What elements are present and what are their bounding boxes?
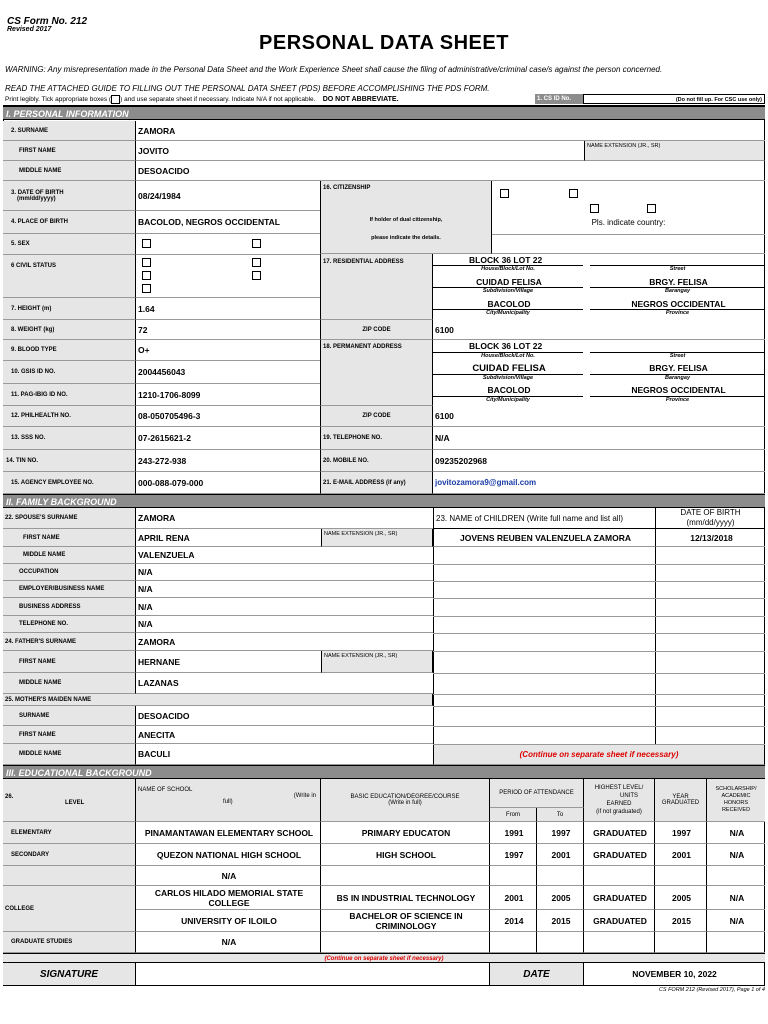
sss-value[interactable]: 07-2615621-2	[136, 427, 320, 450]
perm-subdivision-caption: Subdivision/Village	[433, 374, 583, 381]
residential-address-label: 17. RESIDENTIAL ADDRESS	[320, 254, 433, 320]
children-grid	[433, 547, 765, 744]
pagibig-label: 11. PAG-IBIG ID NO.	[3, 384, 136, 406]
family-continue-note: (Continue on separate sheet if necessary)	[433, 744, 765, 765]
first-name-value[interactable]: JOVITO	[136, 141, 584, 161]
edu-honors-secondary[interactable]: N/A	[707, 844, 765, 866]
child-dob-1[interactable]: 12/13/2018	[655, 529, 765, 547]
spouse-telephone-value[interactable]: N/A	[136, 616, 433, 633]
edu-from-college-1[interactable]: 2001	[490, 886, 537, 910]
edu-year-secondary[interactable]: 2001	[655, 844, 707, 866]
edu-highest-header-4: (if not graduated)	[596, 809, 642, 815]
sex-field	[136, 234, 320, 255]
perm-province-value[interactable]: NEGROS OCCIDENTAL	[631, 385, 726, 395]
edu-course-college-2[interactable]: BACHELOR OF SCIENCE IN CRIMINOLOGY	[321, 910, 490, 932]
mother-middle-label: MIDDLE NAME	[3, 744, 136, 765]
section-family-background: II. FAMILY BACKGROUND	[3, 494, 765, 508]
dob-label	[3, 181, 136, 211]
perm-zip-label: ZIP CODE	[320, 406, 433, 427]
name-extension-label: NAME EXTENSION (JR., SR)	[584, 141, 765, 161]
edu-honors-header-1: SCHOLARSHIP/	[715, 786, 757, 792]
single-checkbox[interactable]	[142, 258, 151, 267]
children-row-line	[433, 744, 765, 745]
edu-honors-graduate[interactable]	[707, 932, 765, 953]
perm-city-value[interactable]: BACOLOD	[487, 385, 531, 395]
father-middle-label: MIDDLE NAME	[3, 673, 136, 694]
dual-note-1: If holder of dual citizenship,	[369, 217, 443, 223]
form-revision: Revised 2017	[7, 26, 52, 33]
edu-year-college-1[interactable]: 2005	[655, 886, 707, 910]
employer-label: EMPLOYER/BUSINESS NAME	[3, 581, 136, 598]
edu-school-vocational[interactable]: N/A	[136, 866, 321, 886]
gsis-label: 10. GSIS ID NO.	[3, 361, 136, 384]
spouse-ext-label: NAME EXTENSION (JR., SR)	[321, 529, 433, 547]
edu-highest-vocational[interactable]	[584, 866, 655, 886]
civil-status-field	[136, 255, 320, 298]
tin-label: 14. TIN NO.	[3, 450, 136, 472]
edu-highest-secondary[interactable]: GRADUATED	[584, 844, 655, 866]
children-row-line	[433, 633, 765, 634]
email-value[interactable]: jovitozamora9@gmail.com	[433, 472, 765, 494]
edu-year-graduate[interactable]	[655, 932, 707, 953]
tick-sample-checkbox	[111, 95, 120, 104]
warning-text: WARNING: Any misrepresentation made in the Personal Data Sheet and the Work Experience Sheet shall cause the filing of administrative/criminal case/s against the person concerned.	[5, 65, 663, 74]
edu-honors-header-3: HONORS	[723, 800, 749, 806]
edu-course-header-1: BASIC EDUCATION/DEGREE/COURSE	[350, 794, 460, 800]
edu-highest-college-1[interactable]: GRADUATED	[584, 886, 655, 910]
edu-school-header-2: (Write in	[293, 793, 316, 799]
pob-value[interactable]: BACOLOD, NEGROS OCCIDENTAL	[136, 211, 320, 234]
spouse-telephone-label: TELEPHONE NO.	[3, 616, 136, 633]
edu-to-college-2[interactable]: 2015	[537, 910, 584, 932]
edu-level-secondary: SECONDARY	[3, 844, 136, 866]
gsis-value[interactable]: 2004456043	[136, 361, 320, 384]
edu-level-header	[3, 779, 136, 822]
children-grid-divider	[655, 547, 656, 744]
perm-street-caption: Street	[590, 352, 765, 359]
res-subdivision-value[interactable]: CUIDAD FELISA	[476, 276, 542, 287]
father-middle-value[interactable]: LAZANAS	[136, 673, 433, 694]
surname-value[interactable]: ZAMORA	[136, 121, 765, 141]
edu-level-vocational	[3, 866, 136, 886]
signature-label: SIGNATURE	[3, 963, 136, 985]
edu-from-college-2[interactable]: 2014	[490, 910, 537, 932]
edu-school-header-1: NAME OF SCHOOL	[138, 787, 193, 793]
res-city-value[interactable]: BACOLOD	[487, 298, 531, 309]
children-row-line	[433, 726, 765, 727]
child-dob-header-2: (mm/dd/yyyy)	[686, 518, 735, 527]
edu-year-header-2: GRADUATED	[661, 800, 700, 806]
edu-honors-elementary[interactable]: N/A	[707, 822, 765, 844]
edu-from-elementary[interactable]: 1991	[490, 822, 537, 844]
by-naturalization-checkbox[interactable]	[647, 204, 656, 213]
spouse-surname-label: 22. SPOUSE'S SURNAME	[3, 508, 136, 529]
edu-to-graduate[interactable]	[537, 932, 584, 953]
edu-honors-header	[707, 779, 765, 822]
permanent-address-label: 18. PERMANENT ADDRESS	[320, 340, 433, 406]
edu-course-header-2: (Write in full)	[388, 800, 422, 806]
edu-highest-elementary[interactable]: GRADUATED	[584, 822, 655, 844]
weight-value[interactable]: 72	[136, 320, 320, 340]
res-barangay-caption: Barangay	[590, 287, 765, 294]
res-city-caption: City/Municipality	[433, 309, 583, 316]
sss-label: 13. SSS NO.	[3, 427, 136, 450]
print-instructions-b: ) and use separate sheet if necessary. Indicate N/A if not applicable.	[120, 96, 316, 104]
children-row-line	[433, 673, 765, 674]
edu-level-graduate: GRADUATE STUDIES	[3, 932, 136, 953]
perm-house-value[interactable]: BLOCK 36 LOT 22	[469, 341, 543, 351]
edu-honors-header-4: RECEIVED	[721, 807, 751, 813]
indicate-country: Pls. indicate country:	[591, 218, 666, 227]
by-birth-checkbox[interactable]	[590, 204, 599, 213]
mother-middle-value[interactable]: BACULI	[136, 744, 433, 765]
read-guide-text: READ THE ATTACHED GUIDE TO FILLING OUT THE PERSONAL DATA SHEET (PDS) BEFORE ACCOMPLISHING THE PDS FORM.	[5, 84, 490, 93]
surname-label: 2. SURNAME	[3, 121, 136, 141]
edu-level-header-text: LEVEL	[65, 800, 85, 806]
civil-status-label: 6 CIVIL STATUS	[3, 255, 136, 298]
edu-school-header-3: full)	[223, 799, 233, 805]
perm-subdivision-value[interactable]: CUIDAD FELISA	[472, 362, 546, 374]
edu-level-elementary: ELEMENTARY	[3, 822, 136, 844]
male-checkbox[interactable]	[142, 239, 151, 248]
mother-surname-value[interactable]: DESOACIDO	[136, 706, 433, 726]
csc-note: (Do not fill up. For CSC use only)	[583, 94, 765, 104]
perm-barangay-value[interactable]: BRGY. FELISA	[649, 363, 708, 373]
res-street-caption: Street	[590, 265, 765, 272]
section-educational-background: III. EDUCATIONAL BACKGROUND	[3, 765, 765, 779]
father-first-label: FIRST NAME	[3, 651, 136, 673]
cs-id-label: 1. CS ID No.	[535, 94, 583, 104]
father-first-value[interactable]: HERNANE	[136, 651, 321, 673]
res-house-value[interactable]: BLOCK 36 LOT 22	[469, 254, 543, 265]
father-surname-value[interactable]: ZAMORA	[136, 633, 433, 651]
mother-first-value[interactable]: ANECITA	[136, 726, 433, 744]
filipino-checkbox[interactable]	[500, 189, 509, 198]
form-reference: CS FORM 212 (Revised 2017), Page 1 of 4	[658, 987, 765, 993]
edu-period-header: PERIOD OF ATTENDANCE	[490, 779, 584, 808]
edu-course-college-1[interactable]: BS IN INDUSTRIAL TECHNOLOGY	[321, 886, 490, 910]
edu-course-graduate[interactable]	[321, 932, 490, 953]
edu-year-vocational[interactable]	[655, 866, 707, 886]
employer-value[interactable]: N/A	[136, 581, 433, 598]
mobile-value[interactable]: 09235202968	[433, 450, 765, 472]
pob-label: 4. PLACE OF BIRTH	[3, 211, 136, 234]
business-address-label: BUSINESS ADDRESS	[3, 598, 136, 616]
form-number: CS Form No. 212	[7, 16, 88, 27]
perm-house-caption: House/Block/Lot No.	[433, 352, 583, 359]
edu-level-college: COLLEGE	[3, 886, 136, 932]
edu-from-graduate[interactable]	[490, 932, 537, 953]
child-dob-header	[655, 508, 765, 529]
edu-from-header: From	[490, 808, 537, 822]
edu-from-secondary[interactable]: 1997	[490, 844, 537, 866]
middle-name-label: MIDDLE NAME	[3, 161, 136, 181]
edu-to-vocational[interactable]	[537, 866, 584, 886]
business-address-value[interactable]: N/A	[136, 598, 433, 616]
edu-continue-note: (Continue on separate sheet if necessary)	[3, 953, 765, 963]
spouse-middle-label: MIDDLE NAME	[3, 547, 136, 564]
blood-type-value[interactable]: O+	[136, 340, 320, 361]
mother-first-label: FIRST NAME	[3, 726, 136, 744]
sex-label: 5. SEX	[3, 234, 136, 255]
page-title: PERSONAL DATA SHEET	[259, 32, 509, 54]
dual-note-2: please indicate the details.	[371, 235, 441, 241]
perm-zip-value[interactable]: 6100	[433, 406, 765, 427]
edu-year-elementary[interactable]: 1997	[655, 822, 707, 844]
spouse-surname-value[interactable]: ZAMORA	[136, 508, 433, 529]
dob-label-text: 3. DATE OF BIRTH	[11, 189, 64, 196]
blood-type-label: 9. BLOOD TYPE	[3, 340, 136, 361]
mother-maiden-label: 25. MOTHER'S MAIDEN NAME	[3, 694, 433, 706]
date-label: DATE	[490, 963, 584, 985]
edu-to-elementary[interactable]: 1997	[537, 822, 584, 844]
weight-label: 8. WEIGHT (kg)	[3, 320, 136, 340]
edu-course-vocational[interactable]	[321, 866, 490, 886]
edu-to-header: To	[537, 808, 584, 822]
edu-school-college-1[interactable]: CARLOS HILADO MEMORIAL STATE COLLEGE	[136, 886, 321, 910]
dob-value[interactable]: 08/24/1984	[136, 181, 320, 211]
signature-field[interactable]	[136, 963, 490, 985]
occupation-value[interactable]: N/A	[136, 564, 433, 581]
philhealth-label: 12. PHILHEALTH NO.	[3, 406, 136, 427]
agency-employee-value[interactable]: 000-088-079-000	[136, 472, 320, 494]
agency-employee-label: 15. AGENCY EMPLOYEE NO.	[3, 472, 136, 494]
edu-honors-header-2: ACADEMIC	[721, 793, 751, 799]
edu-highest-header-3: EARNED	[606, 801, 632, 807]
children-header: 23. NAME of CHILDREN (Write full name and list all)	[433, 508, 655, 529]
res-subdivision-caption: Subdivision/Village	[433, 287, 583, 294]
edu-school-secondary[interactable]: QUEZON NATIONAL HIGH SCHOOL	[136, 844, 321, 866]
spouse-first-label: FIRST NAME	[3, 529, 136, 547]
children-row-line	[433, 651, 765, 652]
widowed-checkbox[interactable]	[142, 271, 151, 280]
edu-year-college-2[interactable]: 2015	[655, 910, 707, 932]
other-status-checkbox[interactable]	[142, 284, 151, 293]
dual-citizenship-checkbox[interactable]	[569, 189, 578, 198]
res-zip-label: ZIP CODE	[320, 320, 433, 340]
edu-school-header	[136, 779, 321, 822]
edu-to-secondary[interactable]: 2001	[537, 844, 584, 866]
children-row-line	[433, 706, 765, 707]
father-ext-label: NAME EXTENSION (JR., SR)	[321, 651, 433, 673]
children-row-line	[433, 598, 765, 599]
edu-year-header	[655, 779, 707, 822]
female-checkbox[interactable]	[252, 239, 261, 248]
perm-city-caption: City/Municipality	[433, 396, 583, 403]
father-surname-label: 24. FATHER'S SURNAME	[3, 633, 136, 651]
first-name-label: FIRST NAME	[3, 141, 136, 161]
edu-course-header	[321, 779, 490, 822]
telephone-value[interactable]: N/A	[433, 427, 765, 450]
perm-province-caption: Province	[590, 396, 765, 403]
edu-num: 26.	[5, 794, 14, 800]
res-barangay-value[interactable]: BRGY. FELISA	[649, 276, 708, 287]
edu-to-college-1[interactable]: 2005	[537, 886, 584, 910]
children-row-line	[433, 564, 765, 565]
spouse-first-value[interactable]: APRIL RENA	[136, 529, 321, 547]
email-label: 21. E-MAIL ADDRESS (if any)	[320, 472, 433, 494]
perm-barangay-caption: Barangay	[590, 374, 765, 381]
mobile-label: 20. MOBILE NO.	[320, 450, 433, 472]
edu-highest-college-2[interactable]: GRADUATED	[584, 910, 655, 932]
res-zip-value[interactable]: 6100	[433, 320, 765, 340]
print-instructions	[5, 95, 399, 104]
edu-from-vocational[interactable]	[490, 866, 537, 886]
children-row-line	[433, 616, 765, 617]
pagibig-value[interactable]: 1210-1706-8099	[136, 384, 320, 406]
edu-school-elementary[interactable]: PINAMANTAWAN ELEMENTARY SCHOOL	[136, 822, 321, 844]
date-value[interactable]: NOVEMBER 10, 2022	[632, 969, 717, 979]
section-personal-information: I. PERSONAL INFORMATION	[3, 106, 765, 120]
dob-format: (mm/dd/yyyy)	[17, 195, 56, 202]
edu-honors-college-2[interactable]: N/A	[707, 910, 765, 932]
child-name-1[interactable]: JOVENS REUBEN VALENZUELA ZAMORA	[433, 529, 655, 547]
res-province-value[interactable]: NEGROS OCCIDENTAL	[631, 298, 726, 309]
print-instructions-a: Print legibly. Tick appropriate boxes (	[5, 96, 112, 104]
height-value[interactable]: 1.64	[136, 298, 320, 320]
occupation-label: OCCUPATION	[3, 564, 136, 581]
edu-honors-college-1[interactable]: N/A	[707, 886, 765, 910]
edu-highest-header-1: HIGHEST LEVEL/	[594, 785, 644, 791]
child-dob-header-1: DATE OF BIRTH	[680, 508, 741, 517]
telephone-label: 19. TELEPHONE NO.	[320, 427, 433, 450]
edu-school-college-2[interactable]: UNIVERSITY OF ILOILO	[136, 910, 321, 932]
do-not-abbreviate: DO NOT ABBREVIATE.	[322, 96, 399, 104]
height-label: 7. HEIGHT (m)	[3, 298, 136, 320]
citizenship-label: 16. CITIZENSHIP	[320, 181, 492, 254]
country-field[interactable]	[492, 234, 765, 254]
edu-highest-header	[584, 779, 655, 822]
edu-course-secondary[interactable]: HIGH SCHOOL	[321, 844, 490, 866]
married-checkbox[interactable]	[252, 258, 261, 267]
edu-highest-header-2: UNITS	[620, 793, 638, 799]
children-row-line	[433, 694, 765, 695]
children-row-line	[433, 581, 765, 582]
edu-course-elementary[interactable]: PRIMARY EDUCATON	[321, 822, 490, 844]
middle-name-value[interactable]: DESOACIDO	[136, 161, 765, 181]
edu-year-header-1: YEAR	[672, 794, 689, 800]
res-house-caption: House/Block/Lot No.	[433, 265, 583, 272]
philhealth-value[interactable]: 08-050705496-3	[136, 406, 320, 427]
mother-surname-label: SURNAME	[3, 706, 136, 726]
edu-school-graduate[interactable]: N/A	[136, 932, 321, 953]
edu-highest-graduate[interactable]	[584, 932, 655, 953]
spouse-middle-value[interactable]: VALENZUELA	[136, 547, 433, 564]
tin-value[interactable]: 243-272-938	[136, 450, 320, 472]
edu-honors-vocational[interactable]	[707, 866, 765, 886]
res-province-caption: Province	[590, 309, 765, 316]
separated-checkbox[interactable]	[252, 271, 261, 280]
